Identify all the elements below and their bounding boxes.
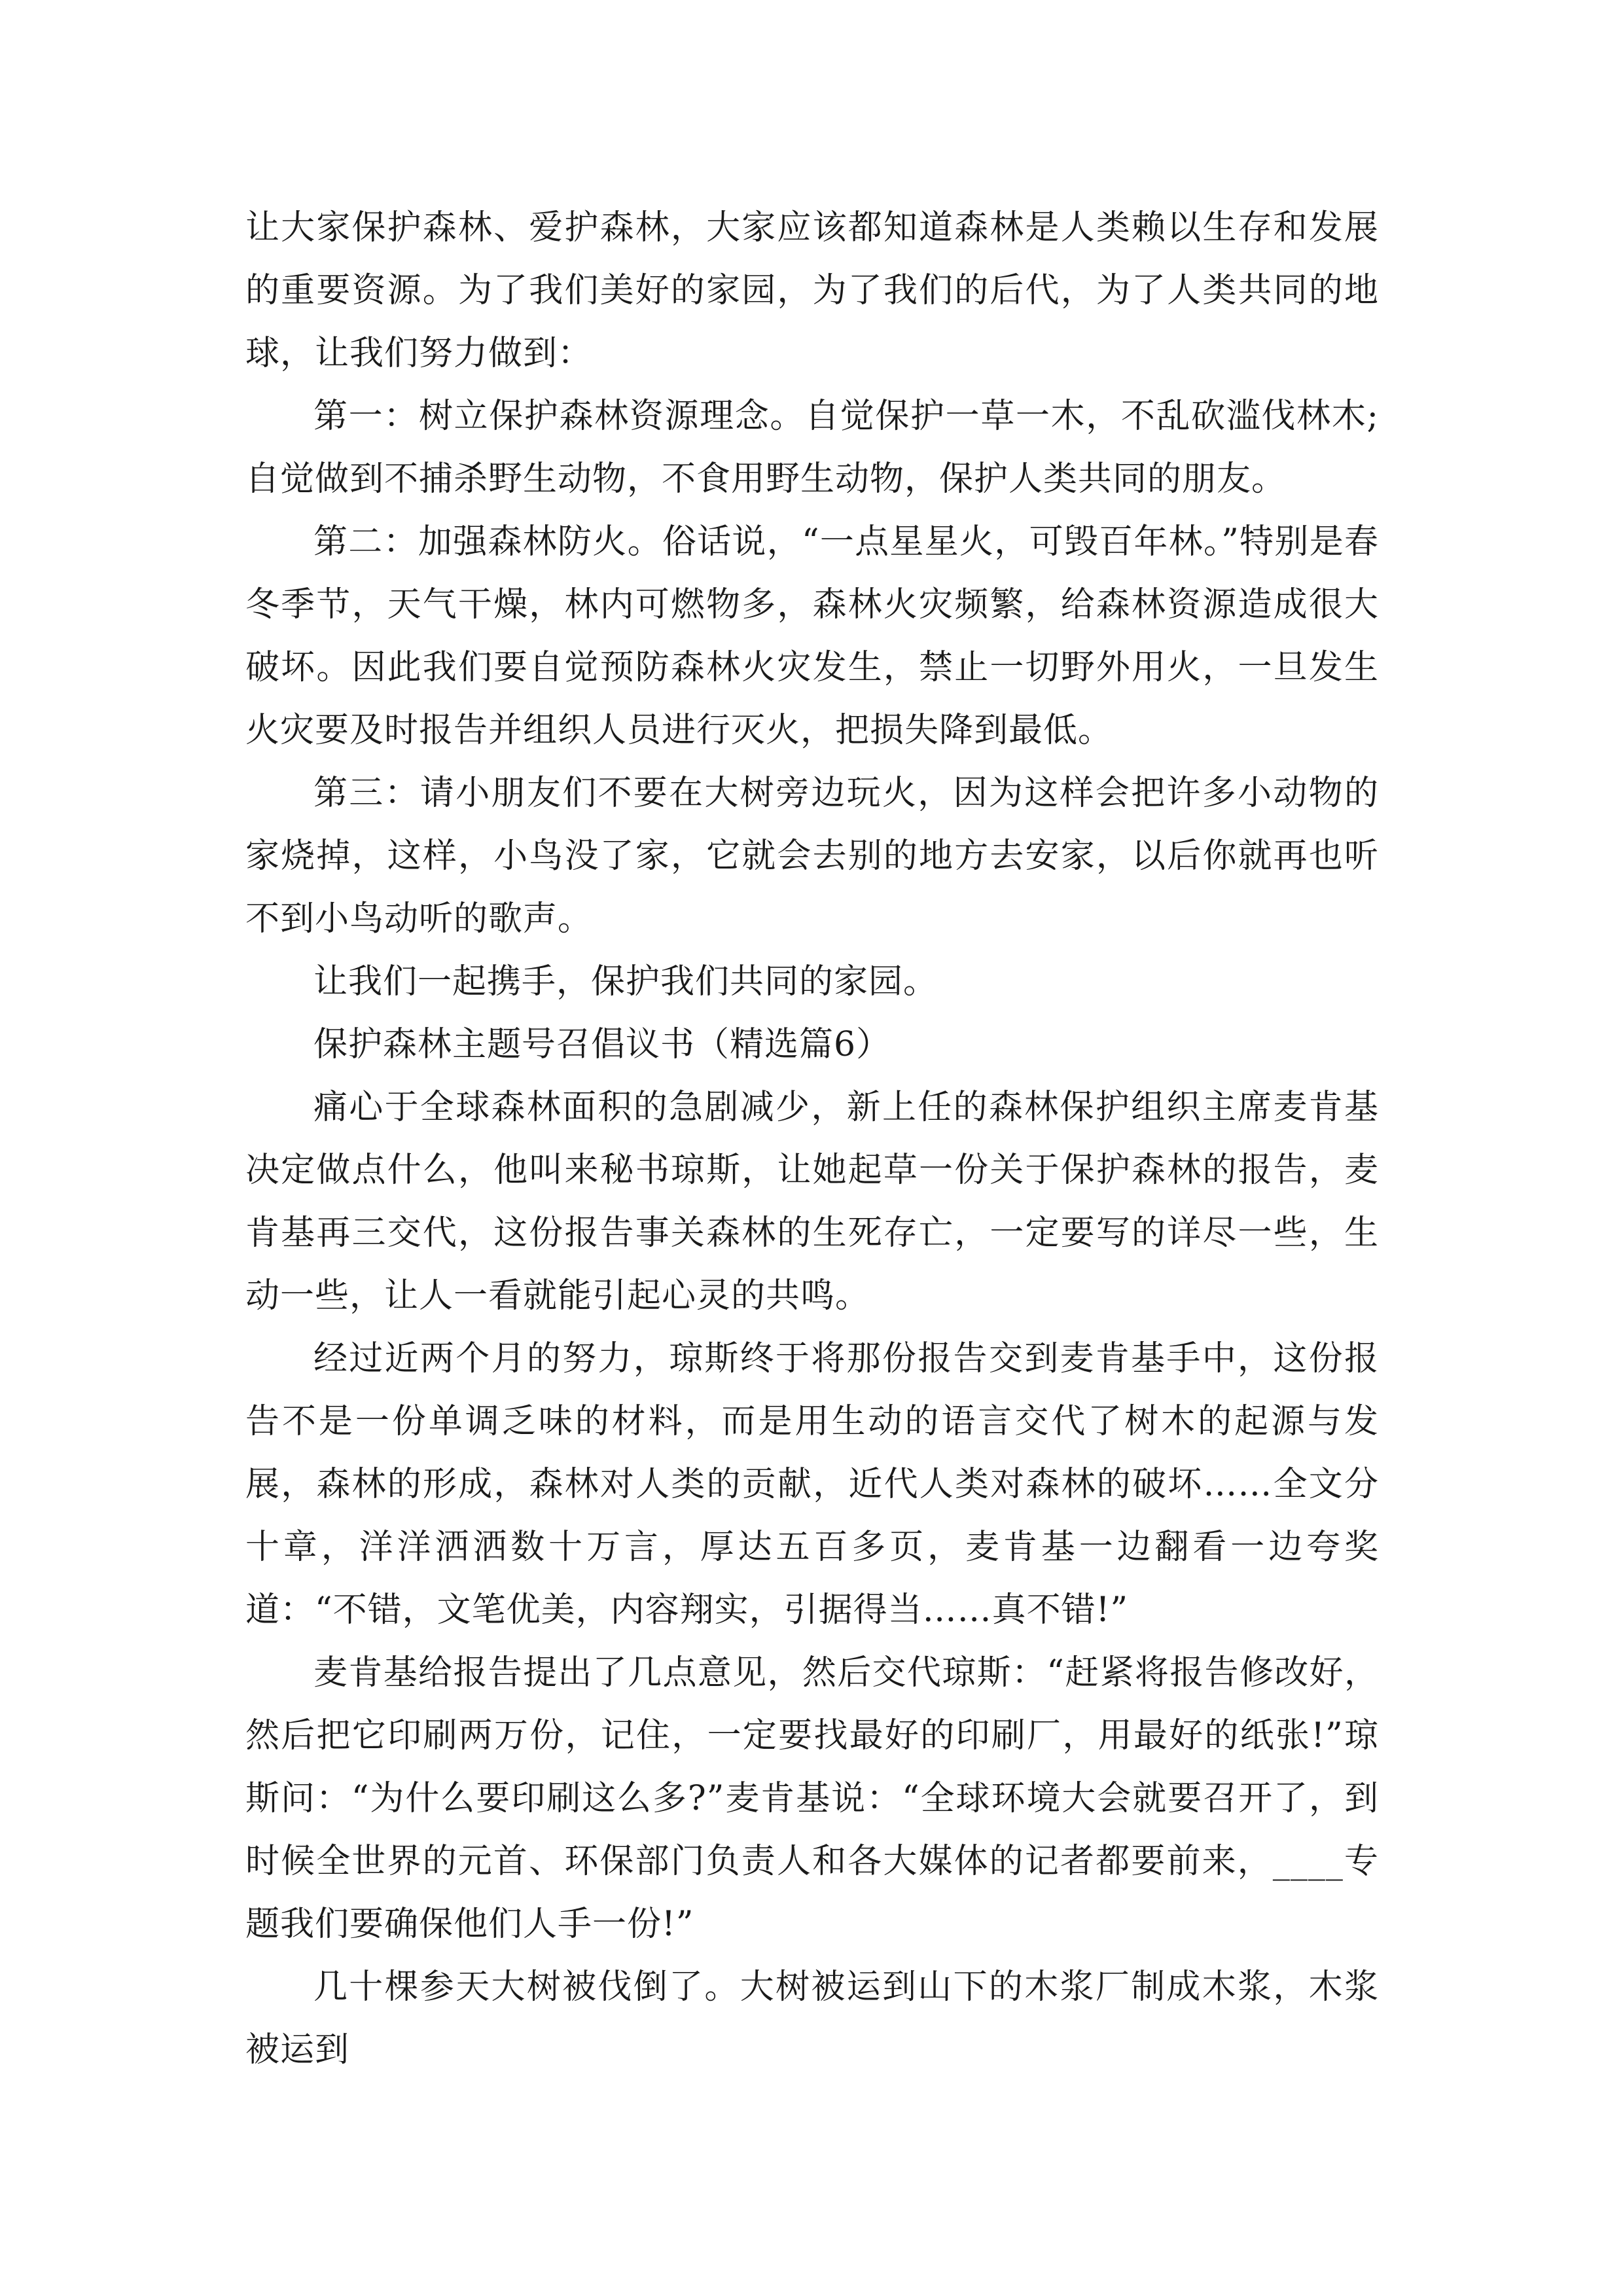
paragraph: 第一：树立保护森林资源理念。自觉保护一草一木，不乱砍滥伐林木;自觉做到不捕杀野生动物，不食用野生动物，保护人类共同的朋友。 — [245, 397, 1379, 499]
section-title: 保护森林主题号召倡议书（精选篇6） — [313, 1025, 891, 1064]
paragraph: 麦肯基给报告提出了几点意见，然后交代琼斯：“赶紧将报告修改好，然后把它印刷两万份，记住，一定要找最好的印刷厂，用最好的纸张!”琼斯问：“为什么要印刷这么多?”麦肯基说：“全球环境大会就要召开了，到时候全世界的元首、环保部门负责人和各大媒体的记者都要前来，____专题我们要确保他们人手一份!” — [245, 1653, 1379, 1944]
paragraph: 第二：加强森林防火。俗话说，“一点星星火，可毁百年林。”特别是春冬季节，天气干燥，林内可燃物多，森林火灾频繁，给森林资源造成很大破坏。因此我们要自觉预防森林火灾发生，禁止一切野外用火，一旦发生火灾要及时报告并组织人员进行灭火，把损失降到最低。 — [245, 522, 1379, 750]
paragraph: 第三：请小朋友们不要在大树旁边玩火，因为这样会把许多小动物的家烧掉，这样，小鸟没了家，它就会去别的地方去安家，以后你就再也听不到小鸟动听的歌声。 — [245, 774, 1379, 939]
paragraph: 经过近两个月的努力，琼斯终于将那份报告交到麦肯基手中，这份报告不是一份单调乏味的材料，而是用生动的语言交代了树木的起源与发展，森林的形成，森林对人类的贡献，近代人类对森林的破坏……全文分十章，洋洋洒洒数十万言，厚达五百多页，麦肯基一边翻看一边夸奖道：“不错，文笔优美，内容翔实，引据得当……真不错!” — [245, 1339, 1379, 1630]
paragraph: 几十棵参天大树被伐倒了。大树被运到山下的木浆厂制成木浆，木浆被运到 — [245, 1967, 1379, 2070]
paragraph: 让大家保护森林、爱护森林，大家应该都知道森林是人类赖以生存和发展的重要资源。为了我们美好的家园，为了我们的后代，为了人类共同的地球，让我们努力做到： — [245, 208, 1379, 373]
document-body — [245, 196, 1379, 2081]
paragraph: 让我们一起携手，保护我们共同的家园。 — [313, 962, 938, 1001]
paragraph: 痛心于全球森林面积的急剧减少，新上任的森林保护组织主席麦肯基决定做点什么，他叫来秘书琼斯，让她起草一份关于保护森林的报告，麦肯基再三交代，这份报告事关森林的生死存亡，一定要写的详尽一些，生动一些，让人一看就能引起心灵的共鸣。 — [245, 1088, 1379, 1316]
